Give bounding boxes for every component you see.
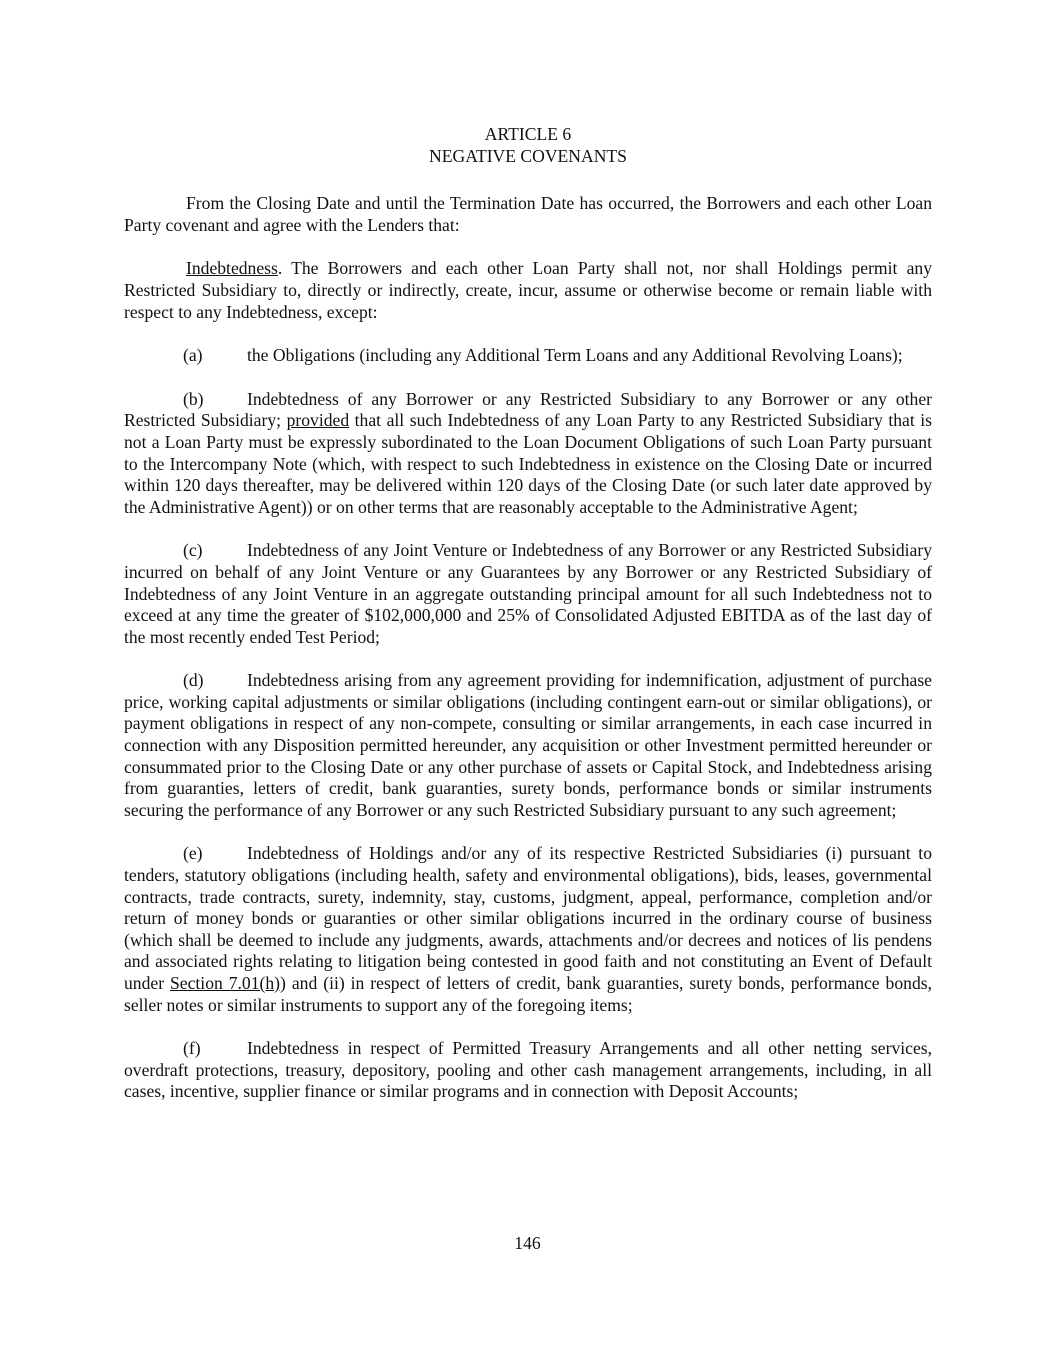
clause-e xyxy=(124,843,932,1016)
clause-label: (c) xyxy=(183,540,203,561)
clause-text: the Obligations (including any Additional Term Loans and any Additional Revolving Loans); xyxy=(247,345,903,366)
section-text: . The Borrowers and each other Loan Party shall not, nor shall Holdings permit any Restricted Subsidiary to, directly or indirectly, create, incur, assume or otherwise become or remain liable with respect to any Indebtedness, except: xyxy=(124,258,932,322)
clause-label: (f) xyxy=(183,1038,201,1059)
page-number: 146 xyxy=(514,1233,541,1253)
clause-f xyxy=(124,1038,932,1103)
clause-label: (a) xyxy=(183,345,203,366)
clause-text: Indebtedness in respect of Permitted Treasury Arrangements and all other netting services, overdraft protections, treasury, depository, pooling and other cash management arrangements, including, in all cases, incentive, supplier finance or similar programs and in connection with Deposit Accounts; xyxy=(124,1038,932,1102)
clause-a xyxy=(124,345,932,367)
section-reference: Section 7.01(h) xyxy=(170,973,281,993)
clause-b xyxy=(124,389,932,519)
clause-text: Indebtedness of any Joint Venture or Indebtedness of any Borrower or any Restricted Subsidiary incurred on behalf of any Joint Venture or any Guarantees by any Borrower or any Restricted Subsidiary of Indebtedness of any Joint Venture in an aggregate outstanding principal amount for all such Indebtedness not to exceed at any time the greater of $102,000,000 and 25% of Consolidated Adjusted EBITDA as of the last day of the most recently ended Test Period; xyxy=(124,540,932,647)
section-indebtedness xyxy=(124,258,932,323)
document-page xyxy=(124,124,932,1103)
clause-d xyxy=(124,670,932,821)
section-heading: Indebtedness xyxy=(186,258,278,279)
clause-text: Indebtedness of any Borrower or any Restricted Subsidiary to any Borrower or any other Restricted Subsidiary; xyxy=(124,388,932,431)
clause-text-continued: that all such Indebtedness of any Loan Party to any Restricted Subsidiary that is not a Loan Party must be expressly subordinated to the Loan Document Obligations of such Loan Party pursuant to the Intercompany Note (which, with respect to such Indebtedness in existence on the Closing Date or incurred within 120 days thereafter, may be delivered within 120 days of the Closing Date (or such later date approved by the Administrative Agent)) or on other terms that are reasonably acceptable to the Administrative Agent; xyxy=(124,410,932,517)
intro-paragraph: From the Closing Date and until the Termination Date has occurred, the Borrowers and each other Loan Party covenant and agree with the Lenders that: xyxy=(124,193,932,235)
clause-label: (e) xyxy=(183,843,203,864)
clause-text: Indebtedness of Holdings and/or any of its respective Restricted Subsidiaries (i) pursuant to tenders, statutory obligations (including health, safety and environmental obligations), bids, leases, governmental contracts, trade contracts, surety, indemnity, stay, customs, judgment, appeal, performance, completion and/or return of money bonds or guaranties or other similar obligations incurred in the ordinary course of business (which shall be deemed to include any judgments, awards, attachments and/or decrees and notices of lis pendens and associated rights relating to litigation being contested in good faith and not constituting an Event of Default under xyxy=(124,843,932,993)
article-number: ARTICLE 6 xyxy=(484,124,572,144)
article-title: NEGATIVE COVENANTS xyxy=(429,145,627,166)
clause-label: (d) xyxy=(183,670,204,691)
clause-text-continued: ) and (ii) in respect of letters of credit, bank guaranties, surety bonds, performance bonds, seller notes or similar instruments to support any of the foregoing items; xyxy=(124,973,932,1015)
clause-text: Indebtedness arising from any agreement providing for indemnification, adjustment of purchase price, working capital adjustments or similar obligations (including contingent earn-out or similar obligations), or payment obligations in respect of any non-compete, consulting or similar arrangements, in each case incurred in connection with any Disposition permitted hereunder, any acquisition or other Investment permitted hereunder or consummated prior to the Closing Date or any other purchase of assets or Capital Stock, and Indebtedness arising from guaranties, letters of credit, bank guaranties, surety bonds, performance bonds or similar instruments securing the performance of any Borrower or any such Restricted Subsidiary pursuant to any such agreement; xyxy=(124,670,932,820)
clause-c xyxy=(124,540,932,648)
clause-label: (b) xyxy=(183,388,204,409)
provided-term: provided xyxy=(286,410,350,431)
